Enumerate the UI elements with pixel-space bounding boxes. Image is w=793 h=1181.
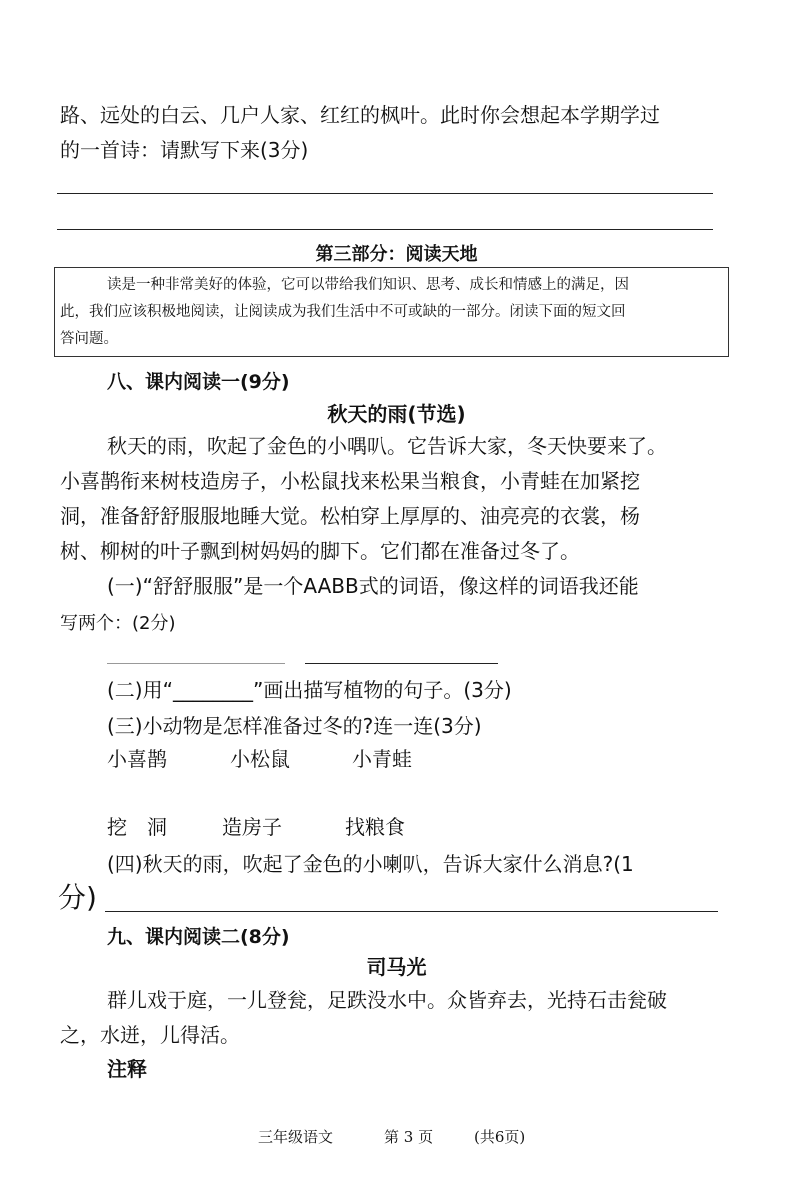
q4-line-2: 分) <box>58 881 97 914</box>
action-label: 找粮食 <box>345 815 405 839</box>
passage-line: 群儿戏于庭，一儿登瓮，足跌没水中。众皆弃去，光持石击瓮破 <box>107 988 667 1012</box>
answer-blank <box>107 663 285 664</box>
passage-line: 之，水迸，儿得活。 <box>60 1023 240 1047</box>
box-line: 答问题。 <box>60 331 118 347</box>
passage-title: 秋天的雨(节选) <box>327 402 466 426</box>
answer-blank <box>305 663 498 664</box>
q1-line-1: (一)“舒舒服服”是一个AABB式的词语，像这样的词语我还能 <box>107 574 639 598</box>
section-title: 第三部分：阅读天地 <box>315 244 478 265</box>
answer-line <box>105 911 718 912</box>
animal-label: 小喜鹊 <box>107 747 167 771</box>
q1-line-2: 写两个：(2分) <box>60 613 176 634</box>
passage-line: 树、柳树的叶子飘到树妈妈的脚下。它们都在准备过冬了。 <box>60 539 580 563</box>
passage-line: 小喜鹊衔来树枝造房子，小松鼠找来松果当粮食，小青蛙在加紧挖 <box>60 469 640 493</box>
passage-title: 司马光 <box>366 955 427 979</box>
intro-line-1: 路、远处的白云、几户人家、红红的枫叶。此时你会想起本学期学过 <box>60 103 660 127</box>
q8-heading: 八、课内阅读一(9分) <box>107 371 290 393</box>
action-label: 挖 洞 <box>107 815 167 839</box>
intro-line-2: 的一首诗：请默写下来(3分) <box>60 138 309 162</box>
q2: (二)用“________”画出描写植物的句子。(3分) <box>107 678 512 702</box>
passage-line: 洞，准备舒舒服服地睡大觉。松柏穿上厚厚的、油亮亮的衣裳，杨 <box>60 504 640 528</box>
footer-total: (共6页) <box>474 1128 526 1146</box>
action-label: 造房子 <box>222 815 282 839</box>
box-line: 此，我们应该积极地阅读，让阅读成为我们生活中不可或缺的一部分。闭读下面的短文回 <box>60 304 626 320</box>
footer-page: 第 3 页 <box>384 1128 434 1146</box>
passage-line: 秋天的雨，吹起了金色的小喁叭。它告诉大家，冬天快要来了。 <box>107 434 667 458</box>
q4-line-1: (四)秋天的雨，吹起了金色的小喇叭，告诉大家什么消息?(1 <box>107 852 634 876</box>
q3: (三)小动物是怎样准备过冬的?连一连(3分) <box>107 714 482 738</box>
answer-line <box>57 193 713 194</box>
q9-heading: 九、课内阅读二(8分) <box>107 926 290 948</box>
notes-label: 注释 <box>107 1057 147 1081</box>
answer-line <box>57 229 713 230</box>
footer-subject: 三年级语文 <box>258 1128 334 1146</box>
animal-label: 小青蛙 <box>352 747 412 771</box>
animal-label: 小松鼠 <box>230 747 290 771</box>
intro-box <box>54 267 729 357</box>
box-line: 读是一种非常美好的体验，它可以带给我们知识、思考、成长和情感上的满足，因 <box>107 277 629 293</box>
